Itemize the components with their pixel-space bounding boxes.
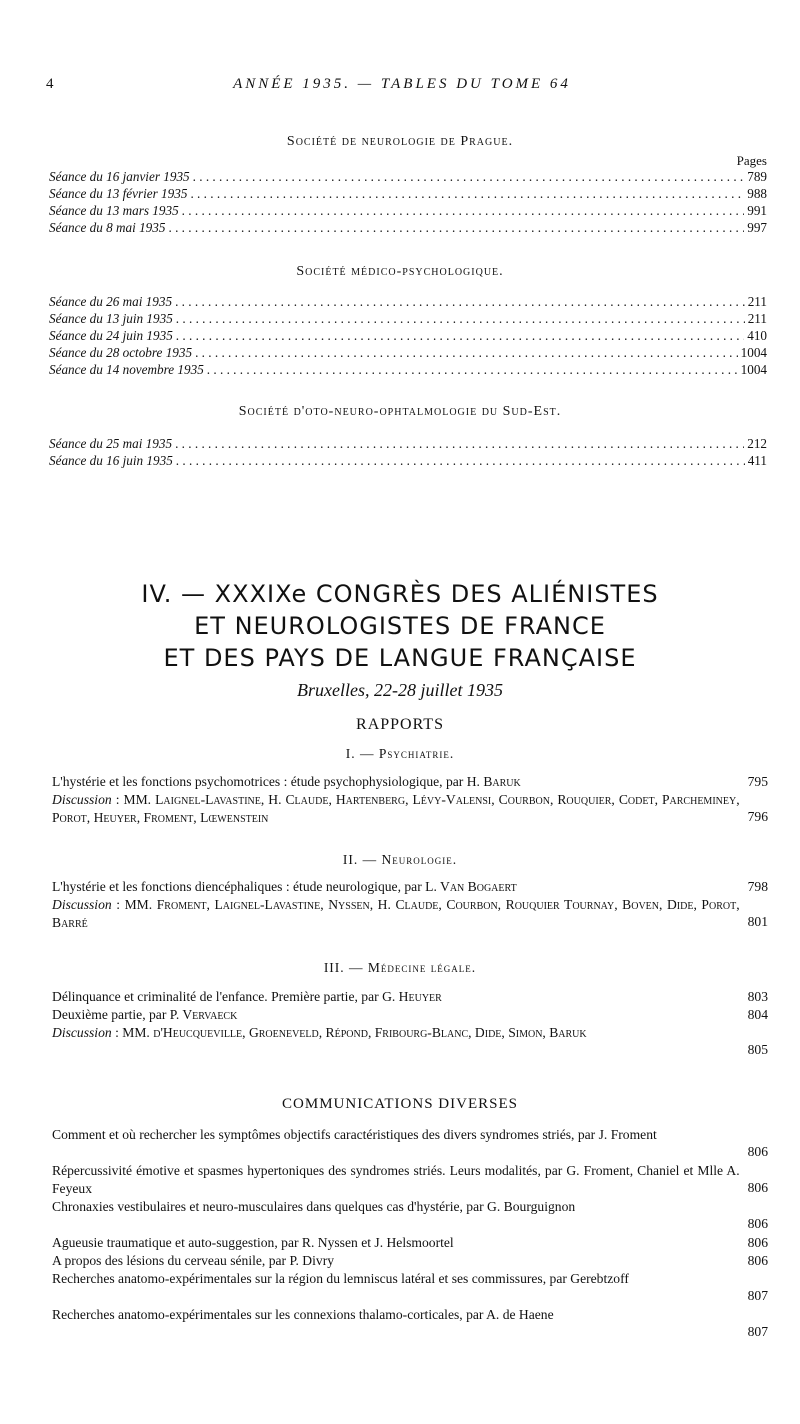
toc-line — [49, 311, 767, 327]
toc-line — [49, 345, 767, 361]
page-ref: 807 — [747, 1324, 768, 1339]
toc-entry — [52, 1270, 768, 1305]
dot-leader — [176, 311, 745, 327]
entry-text: L'hystérie et les fonctions diencéphaliques : étude neurologique, par — [52, 879, 422, 894]
subsection-title-legale: III. — Médecine légale. — [323, 960, 477, 975]
seance-label: Séance du 8 mai 1935 — [49, 220, 166, 235]
toc-line — [49, 220, 767, 236]
dot-leader — [195, 345, 738, 361]
congress-title-line-1: IV. — XXXIXe CONGRÈS DES ALIÉNISTES — [141, 580, 659, 608]
toc-entry — [52, 878, 768, 896]
subsection-title-neurologie: II. — Neurologie. — [342, 852, 458, 867]
toc-line — [49, 186, 767, 202]
toc-entry — [52, 1252, 768, 1270]
page-ref: 806 — [747, 1235, 768, 1250]
discussion-label: Discussion — [52, 792, 112, 807]
toc-entry — [52, 1234, 768, 1252]
dot-leader — [207, 362, 738, 378]
page-ref: 795 — [747, 774, 768, 789]
entry-text: L'hystérie et les fonctions psychomotrices : étude psychophysiologique, par — [52, 774, 464, 789]
entry-text: Délinquance et criminalité de l'enfance. Première partie, par — [52, 989, 379, 1004]
page-ref: 806 — [747, 1144, 768, 1159]
toc-line — [49, 362, 767, 378]
page-ref: 988 — [747, 186, 767, 201]
page-ref: 803 — [747, 989, 768, 1004]
congress-title-line-3: ET DES PAYS DE LANGUE FRANÇAISE — [163, 644, 637, 672]
entry-text: Deuxième partie, par — [52, 1007, 167, 1022]
page-ref: 798 — [747, 879, 768, 894]
page-ref: 801 — [747, 914, 768, 929]
entry-author: L. Van Bogaert — [425, 879, 517, 894]
running-title: ANNÉE 1935. — TABLES DU TOME 64 — [233, 76, 571, 92]
rapports-heading: RAPPORTS — [356, 716, 444, 733]
toc-entry — [52, 1162, 768, 1197]
page-ref: 806 — [747, 1253, 768, 1268]
page-ref: 806 — [747, 1180, 768, 1195]
running-head — [46, 76, 758, 98]
seance-label: Séance du 28 octobre 1935 — [49, 345, 193, 360]
dot-leader — [190, 186, 744, 202]
page-ref: 411 — [747, 453, 767, 468]
page-ref: 807 — [747, 1288, 768, 1303]
communications-heading: COMMUNICATIONS DIVERSES — [282, 1096, 518, 1112]
seance-label: Séance du 24 juin 1935 — [49, 328, 173, 343]
seance-label: Séance du 14 novembre 1935 — [49, 362, 204, 377]
seance-label: Séance du 25 mai 1935 — [49, 436, 173, 451]
dot-leader — [175, 436, 744, 452]
entry-text: Comment et où rechercher les symptômes objectifs caractéristiques des divers syndromes striés, par J. Froment — [52, 1127, 657, 1142]
page-ref: 796 — [747, 809, 768, 824]
subsection-title-psychiatrie: I. — Psychiatrie. — [345, 746, 455, 761]
toc-entry — [52, 791, 768, 826]
dot-leader — [176, 328, 744, 344]
toc-line — [49, 203, 767, 219]
toc-line — [49, 328, 767, 344]
discussion-label: Discussion — [52, 1025, 112, 1040]
page-ref: 789 — [747, 169, 767, 184]
page-ref: 805 — [747, 1042, 768, 1057]
page-number: 4 — [46, 76, 54, 92]
toc-line — [49, 436, 767, 452]
entry-text: A propos des lésions du cerveau sénile, par P. Divry — [52, 1253, 335, 1268]
page-ref: 997 — [747, 220, 767, 235]
seance-label: Séance du 16 juin 1935 — [49, 453, 173, 468]
seance-label: Séance du 16 janvier 1935 — [49, 169, 190, 184]
toc-entry — [52, 896, 768, 931]
page-ref: 410 — [747, 328, 767, 343]
pages-column-label: Pages — [736, 153, 767, 168]
dot-leader — [176, 453, 745, 469]
entry-text: Agueusie traumatique et auto-suggestion, par R. Nyssen et J. Helsmoortel — [52, 1235, 454, 1250]
entry-text: Recherches anatomo-expérimentales sur les connexions thalamo-corticales, par A. de Haene — [52, 1307, 554, 1322]
seance-label: Séance du 13 février 1935 — [49, 186, 188, 201]
congress-place-date: Bruxelles, 22-28 juillet 1935 — [297, 680, 503, 700]
entry-text: Recherches anatomo-expérimentales sur la région du lemniscus latéral et ses commissures, par Gerebtzoff — [52, 1271, 629, 1286]
toc-line — [49, 294, 767, 310]
page-ref: 991 — [747, 203, 767, 218]
seance-label: Séance du 13 juin 1935 — [49, 311, 173, 326]
page-ref: 1004 — [740, 362, 767, 377]
section-title-medico: Société médico-psychologique. — [296, 264, 504, 279]
page-ref: 804 — [747, 1007, 768, 1022]
entry-text: : MM. Laignel-Lavastine, H. Claude, Hartenberg, Lévy-Valensi, Courbon, Rouquier, Codet, Parcheminey, Porot, Heuyer, Froment, Lœwenstein — [52, 792, 740, 825]
section-title-prague: Société de neurologie de Prague. — [286, 134, 514, 149]
entry-text: Chronaxies vestibulaires et neuro-musculaires dans quelques cas d'hystérie, par G. Bourguignon — [52, 1199, 576, 1214]
toc-line — [49, 169, 767, 185]
entry-text: : MM. d'Heucqueville, Groeneveld, Répond, Fribourg-Blanc, Dide, Simon, Baruk — [115, 1025, 587, 1040]
seance-label: Séance du 13 mars 1935 — [49, 203, 179, 218]
page-ref: 212 — [747, 436, 767, 451]
entry-author: H. Baruk — [466, 774, 521, 789]
page-ref: 1004 — [740, 345, 767, 360]
discussion-label: Discussion — [52, 897, 112, 912]
page-ref: 211 — [747, 311, 767, 326]
page-ref: 806 — [747, 1216, 768, 1231]
toc-line — [49, 453, 767, 469]
toc-entry — [52, 1126, 768, 1161]
dot-leader — [168, 220, 744, 236]
toc-entry — [52, 1006, 768, 1024]
dot-leader — [175, 294, 745, 310]
entry-author: G. Heuyer — [382, 989, 442, 1004]
entry-text: : MM. Froment, Laignel-Lavastine, Nyssen, H. Claude, Courbon, Rouquier Tournay, Boven, Dide, Porot, Barré — [52, 897, 740, 930]
toc-entry — [52, 988, 768, 1006]
toc-entry — [52, 1306, 768, 1341]
dot-leader — [193, 169, 745, 185]
congress-title-line-2: ET NEUROLOGISTES DE FRANCE — [194, 612, 606, 640]
toc-entry — [52, 1198, 768, 1233]
seance-label: Séance du 26 mai 1935 — [49, 294, 173, 309]
dot-leader — [182, 203, 745, 219]
entry-text: Répercussivité émotive et spasmes hypertoniques des syndromes striés. Leurs modalités, par G. Froment, Chaniel et Mlle A. Feyeux — [52, 1163, 740, 1196]
toc-entry — [52, 1024, 768, 1059]
page-ref: 211 — [747, 294, 767, 309]
entry-author: P. Vervaeck — [169, 1007, 238, 1022]
section-title-oto: Société d'oto-neuro-ophtalmologie du Sud-Est. — [238, 404, 562, 419]
toc-entry — [52, 773, 768, 791]
